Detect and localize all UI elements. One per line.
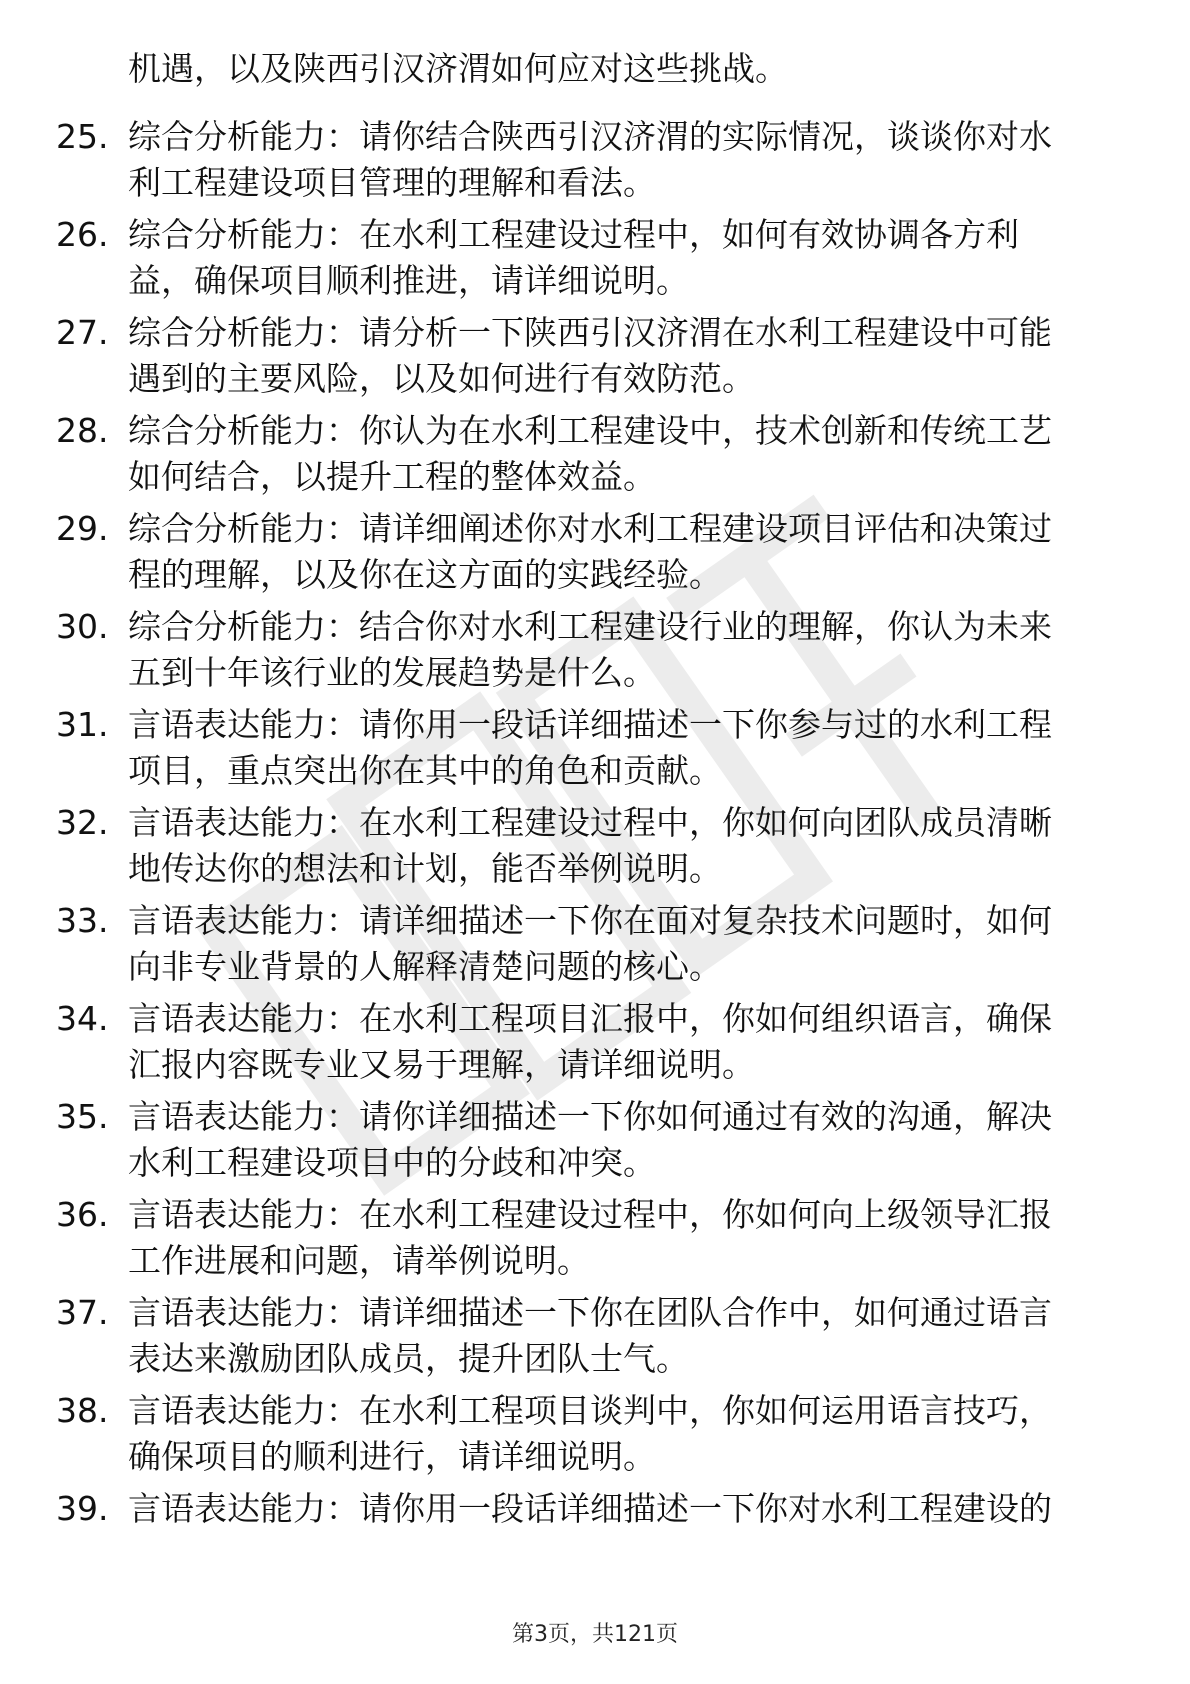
- item-text: [128, 1290, 1113, 1382]
- list-item: [0, 996, 1190, 1094]
- item-number: 39.: [56, 1489, 109, 1528]
- list-item: [0, 212, 1190, 310]
- list-item: [0, 800, 1190, 898]
- item-text: [128, 702, 1113, 794]
- item-text-line: 综合分析能力：请分析一下陕西引汉济渭在水利工程建设中可能: [128, 313, 1052, 352]
- continuation-text: 机遇，以及陕西引汉济渭如何应对这些挑战。: [128, 49, 788, 88]
- item-number: 36.: [56, 1195, 109, 1234]
- item-text: [128, 212, 1113, 304]
- item-text-line: 如何结合，以提升工程的整体效益。: [128, 457, 656, 496]
- item-text: [128, 800, 1113, 892]
- item-number: 37.: [56, 1293, 109, 1332]
- item-text-line: 综合分析能力：请详细阐述你对水利工程建设项目评估和决策过: [128, 509, 1052, 548]
- item-text-line: 言语表达能力：在水利工程建设过程中，你如何向上级领导汇报: [128, 1195, 1052, 1234]
- list-item: [0, 408, 1190, 506]
- item-number: 33.: [56, 901, 109, 940]
- item-text-line: 言语表达能力：请你用一段话详细描述一下你参与过的水利工程: [128, 705, 1052, 744]
- item-text: [128, 114, 1113, 206]
- item-text-line: 程的理解，以及你在这方面的实践经验。: [128, 555, 722, 594]
- item-text: [128, 1094, 1113, 1186]
- item-text-line: 言语表达能力：请你用一段话详细描述一下你对水利工程建设的: [128, 1489, 1052, 1528]
- item-number: 31.: [56, 705, 109, 744]
- item-text: [128, 506, 1113, 598]
- item-text: [128, 408, 1113, 500]
- list-item: [0, 1486, 1190, 1538]
- item-text: [128, 310, 1113, 402]
- item-number: 27.: [56, 313, 109, 352]
- item-text-line: 言语表达能力：请详细描述一下你在面对复杂技术问题时，如何: [128, 901, 1052, 940]
- item-number: 32.: [56, 803, 109, 842]
- item-number: 25.: [56, 117, 109, 156]
- item-text: [128, 898, 1113, 990]
- item-text-line: 综合分析能力：你认为在水利工程建设中，技术创新和传统工艺: [128, 411, 1052, 450]
- item-text-line: 言语表达能力：请你详细描述一下你如何通过有效的沟通，解决: [128, 1097, 1052, 1136]
- item-text-line: 水利工程建设项目中的分歧和冲突。: [128, 1143, 656, 1182]
- item-text-line: 言语表达能力：在水利工程建设过程中，你如何向团队成员清晰: [128, 803, 1052, 842]
- list-item: [0, 898, 1190, 996]
- item-text-line: 益，确保项目顺利推进，请详细说明。: [128, 261, 689, 300]
- item-number: 29.: [56, 509, 109, 548]
- item-text-line: 表达来激励团队成员，提升团队士气。: [128, 1339, 689, 1378]
- item-text: [128, 1192, 1113, 1284]
- item-text-line: 确保项目的顺利进行，请详细说明。: [128, 1437, 656, 1476]
- item-number: 26.: [56, 215, 109, 254]
- item-number: 38.: [56, 1391, 109, 1430]
- item-text: [128, 1486, 1113, 1532]
- list-item: [0, 702, 1190, 800]
- item-text-line: 遇到的主要风险，以及如何进行有效防范。: [128, 359, 755, 398]
- item-text-line: 利工程建设项目管理的理解和看法。: [128, 163, 656, 202]
- list-item: [0, 506, 1190, 604]
- item-text-line: 言语表达能力：在水利工程项目谈判中，你如何运用语言技巧，: [128, 1391, 1052, 1430]
- list-item: [0, 604, 1190, 702]
- item-text-line: 地传达你的想法和计划，能否举例说明。: [128, 849, 722, 888]
- item-number: 34.: [56, 999, 109, 1038]
- item-text-line: 项目，重点突出你在其中的角色和贡献。: [128, 751, 722, 790]
- list-item: [0, 1192, 1190, 1290]
- item-text: [128, 1388, 1113, 1480]
- item-text-line: 综合分析能力：结合你对水利工程建设行业的理解，你认为未来: [128, 607, 1052, 646]
- item-text-line: 汇报内容既专业又易于理解，请详细说明。: [128, 1045, 755, 1084]
- item-text-line: 言语表达能力：在水利工程项目汇报中，你如何组织语言，确保: [128, 999, 1052, 1038]
- item-text-line: 向非专业背景的人解释清楚问题的核心。: [128, 947, 722, 986]
- item-number: 28.: [56, 411, 109, 450]
- list-item: [0, 114, 1190, 212]
- item-text-line: 言语表达能力：请详细描述一下你在团队合作中，如何通过语言: [128, 1293, 1052, 1332]
- page-footer: 第3页，共121页: [512, 1622, 678, 1647]
- list-item: [0, 310, 1190, 408]
- list-item: [0, 1094, 1190, 1192]
- item-text-line: 五到十年该行业的发展趋势是什么。: [128, 653, 656, 692]
- item-number: 35.: [56, 1097, 109, 1136]
- question-list: [0, 114, 1190, 1538]
- item-text-line: 综合分析能力：请你结合陕西引汉济渭的实际情况，谈谈你对水: [128, 117, 1052, 156]
- item-text-line: 综合分析能力：在水利工程建设过程中，如何有效协调各方利: [128, 215, 1019, 254]
- item-number: 30.: [56, 607, 109, 646]
- list-item: [0, 1388, 1190, 1486]
- item-text-line: 工作进展和问题，请举例说明。: [128, 1241, 590, 1280]
- item-text: [128, 604, 1113, 696]
- item-text: [128, 996, 1113, 1088]
- list-item: [0, 1290, 1190, 1388]
